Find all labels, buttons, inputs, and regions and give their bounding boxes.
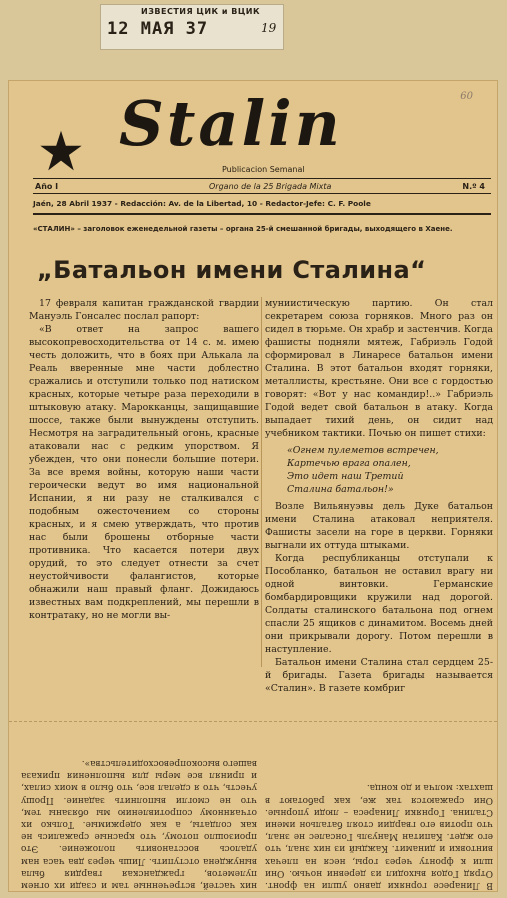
paragraph: Батальон имени Сталина стал сердцем 25-й бригады. Газета бригады называется «Сталин». В газете комбриг <box>265 657 493 694</box>
masthead-number: N.º 4 <box>462 182 485 191</box>
left-column <box>29 297 259 622</box>
poem-line: Сталина батальон!» <box>287 484 394 495</box>
reverse-side-text-right: В Линаресе горняки давно ушли на фронт. Отряд Годоя выходил из деревни ночью. Они шли к фронту через горы, неся на плечах винтовки и динамит. Каждый из них знал, что его ждет. Капитан Мануэль Гонсалес не знал, что против его гвардии стоял батальон имени Сталина. Горняки Линареса – люди упорные. Они сражаются так же, как работают в шахтах: молча и до конца. <box>265 782 493 890</box>
paragraph: 17 февраля капитан гражданской гвардии Мануэль Гонсалес послал рапорт: <box>29 298 259 322</box>
poem-line: Это идет наш Третий <box>287 471 404 482</box>
paragraph: муниистическую партию. Он стал секретарем союза горняков. Много раз он сидел в тюрьме. Он храбр и застенчив. Когда фашисты подняли мятеж, Габриэль Годой сформировал в Линаресе батальон имени Сталина. В этот батальон входят горняки, металлисты, крестьяне. Они все с гордостью говорят: «Вот у нас командир!..» Габриэль Годой ведет свой батальон в атаку. Когда выпадает тихий день, он сидит над учебником тактики. Почью он пишет стихи: <box>265 298 493 439</box>
article-headline: „Батальон имени Сталина“ <box>37 256 427 284</box>
paragraph: Когда республиканцы отступали к Пособланко, батальон не оставил врагу ни одной винтовки. Германские бомбардировщики кружили над дорогой. Солдаты сталинского батальона под огнем спасли 25 ящиков с динамитом. Восемь дней они прикрывали дорогу. Потом перешли в наступление. <box>265 553 493 655</box>
poem <box>287 444 493 496</box>
masthead-subtitle: Publicacion Semanal <box>222 165 305 174</box>
paragraph: Возле Вильянуэвы дель Дуке батальон имени Сталина атаковал неприятеля. Фашисты засели на горе в церкви. Горняки выгнали их оттуда штыками. <box>265 501 493 551</box>
column-divider <box>261 297 262 667</box>
masthead-info: Jaén, 28 Abril 1937 - Redacción: Av. de la Libertad, 10 - Redactor-Jefe: C. F. Poole <box>33 199 371 208</box>
right-column <box>265 297 493 695</box>
stamp-publication: ИЗВЕСТИЯ ЦИК и ВЦИК <box>141 7 260 16</box>
masthead-title: Stalin <box>119 87 343 160</box>
archive-stamp <box>100 4 284 50</box>
rule-top <box>33 178 491 179</box>
paragraph: «В ответ на запрос вашего высокопревосходительства от 14 с. м. имею честь доложить, что в боях при Алькала ла Реаль вверенные мне части доблестно сражались и отступили только под натиском красных, которые четыре раза переходили в штыковую атаку. Марокканцы, защищавшие шоссе, также были вынуждены отступить. Несмотря на заградительный огонь, красные атаковали нас с редким упорством. Я убежден, что они понесли большие потери. За все время войны, которую наши части героически ведут во имя национальной Испании, я ни разу не сталкивался с подобным ожесточением со стороны красных, и я смею утверждать, что против нас были брошены отборные части противника. Что касается потери двух орудий, то это следует отнести за счет неустойчивости фалангистов, которые обнажили наш правый фланг. Дожидаюсь известных вам подкреплений, мы перешли в контратаку, но не могли вы- <box>29 324 259 621</box>
masthead <box>9 81 497 181</box>
reverse-side-text-left: них частей, встреченные там и сзади их огнем пулеметов, гражданская гвардия была вынуждена отступить. Лишь через два часа нам удалось восстановить положение. Это произошло потому, что красные сражались не как солдаты, а как одержимые. Только их отчаянному сопротивлению мы обязаны тем, что не смогли выполнить задание. Прошу учесть, что я сделал все, что было в моих силах, и принял все меры для выполнения приказа вашего высокопревосходительства». <box>21 757 257 890</box>
rule-bottom <box>33 213 491 215</box>
stamp-number: 19 <box>261 21 277 35</box>
masthead-year: Año I <box>35 182 59 191</box>
rule-mid <box>33 193 491 194</box>
star-icon <box>39 129 83 173</box>
newspaper-clipping <box>8 80 498 892</box>
masthead-organ: Organo de la 25 Brigada Mixta <box>209 182 332 191</box>
translator-note: «СТАЛИН» – заголовок еженедельной газеты – органа 25-й смешанной бригады, выходящего в Хаене. <box>33 225 453 233</box>
stamp-date: 12 МАЯ 37 <box>107 19 209 39</box>
pencil-mark: 60 <box>460 91 473 102</box>
fold-line <box>9 721 497 722</box>
poem-line: «Огнем пулеметов встречен, <box>287 445 439 456</box>
poem-line: Картечью врага опален, <box>287 458 411 469</box>
